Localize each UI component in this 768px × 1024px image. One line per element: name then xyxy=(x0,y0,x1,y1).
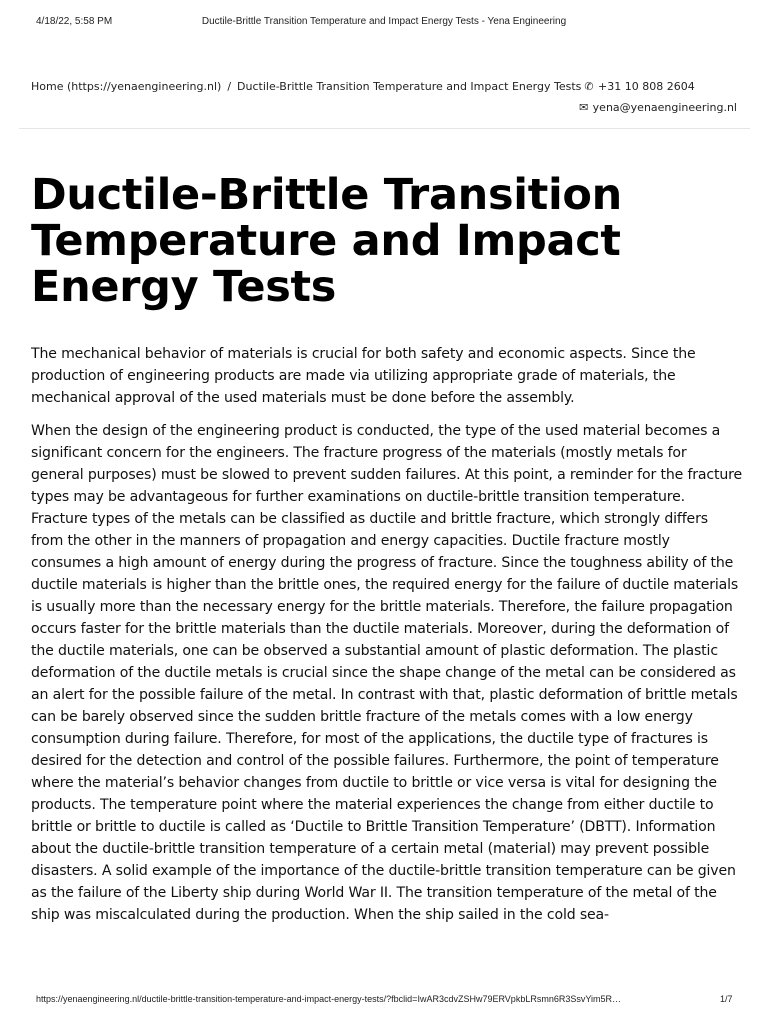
print-document-title: Ductile-Brittle Transition Temperature and Impact Energy Tests - Yena Engineering xyxy=(201,16,567,27)
contact-phone[interactable] xyxy=(583,80,695,93)
breadcrumb-home-link[interactable]: Home (https://yenaengineering.nl) xyxy=(31,80,222,93)
breadcrumb-current: Ductile-Brittle Transition Temperature and Impact Energy Tests xyxy=(237,80,582,93)
header-divider xyxy=(19,128,750,129)
page-title: Ductile-Brittle Transition Temperature and Impact Energy Tests xyxy=(31,170,622,312)
email-address: yena@yenaengineering.nl xyxy=(592,101,737,114)
phone-icon: ✆ xyxy=(584,80,594,93)
breadcrumb xyxy=(31,80,581,93)
envelope-icon: ✉ xyxy=(579,101,589,114)
breadcrumb-separator: / xyxy=(227,80,232,93)
print-header xyxy=(0,16,768,30)
article-body xyxy=(31,343,743,951)
contact-email[interactable] xyxy=(578,101,737,114)
article-paragraph-main: When the design of the engineering product is conducted, the type of the used material becomes a significant concern for the engineers. The fracture progress of the materials (mostly metals for general purposes) must be slowed to prevent sudden failures. At this point, a reminder for the fracture types may be advantageous for further examinations on ductile-brittle transition temperature. Fracture types of the metals can be classified as ductile and brittle fracture, which strongly differs from the other in the manners of propagation and energy capacities. Ductile fracture mostly consumes a high amount of energy during the progress of fracture. Since the toughness ability of the ductile materials is higher than the brittle ones, the required energy for the failure of ductile materials is usually more than the necessary energy for the brittle materials. Therefore, the failure propagation occurs faster for the brittle materials than the ductile materials. Moreover, during the deformation of the ductile materials, one can be observed a substantial amount of plastic deformation. The plastic deformation of the ductile metals is crucial since the shape change of the metal can be considered as an alert for the possible failure of the metal. In contrast with that, plastic deformation of brittle metals can be barely observed since the sudden brittle fracture of the metals comes with a low energy consumption during failure. Therefore, for most of the applications, the ductile type of fractures is desired for the detection and control of the possible failures. Furthermore, the point of temperature where the material’s behavior changes from ductile to brittle or vice versa is vital for designing the products. The temperature point where the material experiences the change from either ductile to brittle or brittle to ductile is called as ‘Ductile to Brittle Transition Temperature’ (DBTT). Information about the ductile-brittle transition temperature of a certain metal (material) may prevent possible disasters. A solid example of the importance of the ductile-brittle transition temperature can be given as the failure of the Liberty ship during World War II. The transition temperature of the metal of the ship was miscalculated during the production. When the ship sailed in the cold sea- xyxy=(31,423,743,923)
print-page-number: 1/7 xyxy=(720,994,733,1004)
print-date: 4/18/22, 5:58 PM xyxy=(36,16,113,27)
phone-number: +31 10 808 2604 xyxy=(598,80,695,93)
print-footer xyxy=(0,994,768,1008)
print-url: https://yenaengineering.nl/ductile-brittle-transition-temperature-and-impact-energy-tests/?fbclid=IwAR3cdvZSHw79ERVpkbLRsmn6R3SsvYim5R… xyxy=(36,994,622,1004)
site-topbar xyxy=(31,78,737,128)
article-paragraph-intro: The mechanical behavior of materials is crucial for both safety and economic aspects. Since the production of engineering products are made via utilizing appropriate grade of materials, the mechanical approval of the used materials must be done before the assembly. xyxy=(31,346,696,406)
